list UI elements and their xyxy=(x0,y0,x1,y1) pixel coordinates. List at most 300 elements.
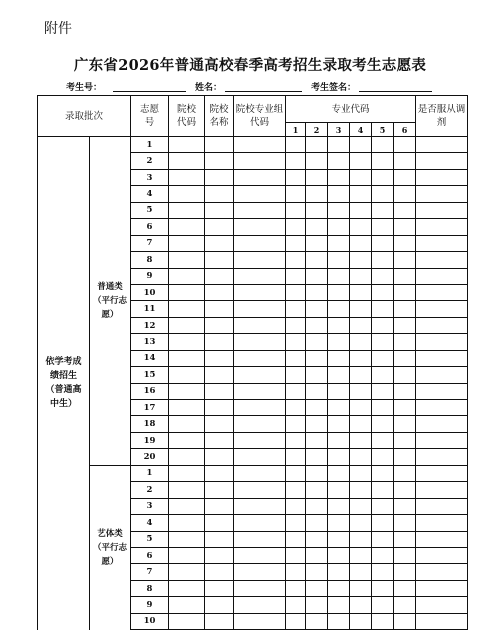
adjust-cell[interactable] xyxy=(416,449,468,465)
major-code-cell[interactable] xyxy=(372,219,394,235)
major-group-code-cell[interactable] xyxy=(234,613,286,629)
adjust-cell[interactable] xyxy=(416,317,468,333)
major-code-cell[interactable] xyxy=(306,531,328,547)
major-code-cell[interactable] xyxy=(394,202,416,218)
school-code-cell[interactable] xyxy=(169,186,205,202)
major-code-cell[interactable] xyxy=(350,317,372,333)
school-name-cell[interactable] xyxy=(205,498,234,514)
major-group-code-cell[interactable] xyxy=(234,334,286,350)
major-group-code-cell[interactable] xyxy=(234,383,286,399)
major-code-cell[interactable] xyxy=(350,400,372,416)
major-code-cell[interactable] xyxy=(394,186,416,202)
major-group-code-cell[interactable] xyxy=(234,284,286,300)
adjust-cell[interactable] xyxy=(416,498,468,514)
major-code-cell[interactable] xyxy=(328,597,350,613)
major-code-cell[interactable] xyxy=(306,613,328,629)
major-code-cell[interactable] xyxy=(350,449,372,465)
major-code-cell[interactable] xyxy=(286,219,306,235)
major-code-cell[interactable] xyxy=(306,482,328,498)
school-code-cell[interactable] xyxy=(169,613,205,629)
major-code-cell[interactable] xyxy=(350,547,372,563)
major-code-cell[interactable] xyxy=(286,449,306,465)
school-name-cell[interactable] xyxy=(205,186,234,202)
major-code-cell[interactable] xyxy=(306,400,328,416)
major-code-cell[interactable] xyxy=(372,432,394,448)
adjust-cell[interactable] xyxy=(416,383,468,399)
exam-number-field[interactable] xyxy=(113,91,186,92)
major-code-cell[interactable] xyxy=(328,153,350,169)
major-code-cell[interactable] xyxy=(306,498,328,514)
major-code-cell[interactable] xyxy=(394,531,416,547)
major-code-cell[interactable] xyxy=(394,301,416,317)
major-code-cell[interactable] xyxy=(328,564,350,580)
major-code-cell[interactable] xyxy=(328,317,350,333)
major-code-cell[interactable] xyxy=(372,367,394,383)
major-code-cell[interactable] xyxy=(286,416,306,432)
school-name-cell[interactable] xyxy=(205,597,234,613)
major-group-code-cell[interactable] xyxy=(234,449,286,465)
major-code-cell[interactable] xyxy=(286,498,306,514)
adjust-cell[interactable] xyxy=(416,268,468,284)
school-code-cell[interactable] xyxy=(169,137,205,153)
school-name-cell[interactable] xyxy=(205,202,234,218)
adjust-cell[interactable] xyxy=(416,432,468,448)
school-code-cell[interactable] xyxy=(169,301,205,317)
major-code-cell[interactable] xyxy=(328,284,350,300)
major-code-cell[interactable] xyxy=(328,547,350,563)
major-code-cell[interactable] xyxy=(372,515,394,531)
school-code-cell[interactable] xyxy=(169,367,205,383)
major-code-cell[interactable] xyxy=(306,186,328,202)
adjust-cell[interactable] xyxy=(416,564,468,580)
major-code-cell[interactable] xyxy=(350,268,372,284)
major-code-cell[interactable] xyxy=(394,580,416,596)
major-code-cell[interactable] xyxy=(306,301,328,317)
major-code-cell[interactable] xyxy=(350,498,372,514)
major-code-cell[interactable] xyxy=(286,597,306,613)
major-code-cell[interactable] xyxy=(394,284,416,300)
major-code-cell[interactable] xyxy=(394,547,416,563)
major-code-cell[interactable] xyxy=(306,219,328,235)
major-code-cell[interactable] xyxy=(394,432,416,448)
major-code-cell[interactable] xyxy=(306,367,328,383)
school-name-cell[interactable] xyxy=(205,432,234,448)
school-name-cell[interactable] xyxy=(205,416,234,432)
major-code-cell[interactable] xyxy=(306,515,328,531)
major-code-cell[interactable] xyxy=(328,235,350,251)
major-group-code-cell[interactable] xyxy=(234,564,286,580)
major-code-cell[interactable] xyxy=(286,515,306,531)
school-name-cell[interactable] xyxy=(205,580,234,596)
major-code-cell[interactable] xyxy=(350,613,372,629)
major-group-code-cell[interactable] xyxy=(234,547,286,563)
major-code-cell[interactable] xyxy=(394,465,416,481)
major-code-cell[interactable] xyxy=(372,334,394,350)
major-code-cell[interactable] xyxy=(328,531,350,547)
school-code-cell[interactable] xyxy=(169,498,205,514)
major-code-cell[interactable] xyxy=(372,301,394,317)
major-code-cell[interactable] xyxy=(372,531,394,547)
school-name-cell[interactable] xyxy=(205,301,234,317)
major-code-cell[interactable] xyxy=(306,597,328,613)
major-code-cell[interactable] xyxy=(372,383,394,399)
school-code-cell[interactable] xyxy=(169,432,205,448)
adjust-cell[interactable] xyxy=(416,334,468,350)
major-code-cell[interactable] xyxy=(286,383,306,399)
major-code-cell[interactable] xyxy=(328,416,350,432)
major-group-code-cell[interactable] xyxy=(234,580,286,596)
major-code-cell[interactable] xyxy=(372,153,394,169)
major-code-cell[interactable] xyxy=(394,482,416,498)
major-code-cell[interactable] xyxy=(286,482,306,498)
major-code-cell[interactable] xyxy=(286,153,306,169)
major-code-cell[interactable] xyxy=(350,383,372,399)
school-name-cell[interactable] xyxy=(205,400,234,416)
school-code-cell[interactable] xyxy=(169,597,205,613)
major-code-cell[interactable] xyxy=(350,235,372,251)
major-code-cell[interactable] xyxy=(350,284,372,300)
adjust-cell[interactable] xyxy=(416,219,468,235)
school-name-cell[interactable] xyxy=(205,564,234,580)
major-code-cell[interactable] xyxy=(328,482,350,498)
major-code-cell[interactable] xyxy=(394,235,416,251)
major-code-cell[interactable] xyxy=(328,367,350,383)
adjust-cell[interactable] xyxy=(416,416,468,432)
major-code-cell[interactable] xyxy=(394,564,416,580)
major-code-cell[interactable] xyxy=(286,432,306,448)
school-name-cell[interactable] xyxy=(205,137,234,153)
major-code-cell[interactable] xyxy=(286,284,306,300)
school-code-cell[interactable] xyxy=(169,169,205,185)
major-code-cell[interactable] xyxy=(306,317,328,333)
major-code-cell[interactable] xyxy=(328,383,350,399)
school-code-cell[interactable] xyxy=(169,252,205,268)
major-code-cell[interactable] xyxy=(372,597,394,613)
school-name-cell[interactable] xyxy=(205,252,234,268)
adjust-cell[interactable] xyxy=(416,301,468,317)
major-code-cell[interactable] xyxy=(328,449,350,465)
major-code-cell[interactable] xyxy=(372,202,394,218)
major-code-cell[interactable] xyxy=(306,564,328,580)
major-code-cell[interactable] xyxy=(286,564,306,580)
school-code-cell[interactable] xyxy=(169,580,205,596)
major-code-cell[interactable] xyxy=(350,416,372,432)
adjust-cell[interactable] xyxy=(416,580,468,596)
major-code-cell[interactable] xyxy=(306,202,328,218)
major-code-cell[interactable] xyxy=(372,169,394,185)
school-name-cell[interactable] xyxy=(205,153,234,169)
school-code-cell[interactable] xyxy=(169,515,205,531)
major-code-cell[interactable] xyxy=(306,153,328,169)
major-group-code-cell[interactable] xyxy=(234,153,286,169)
school-code-cell[interactable] xyxy=(169,449,205,465)
school-code-cell[interactable] xyxy=(169,268,205,284)
major-code-cell[interactable] xyxy=(394,169,416,185)
major-code-cell[interactable] xyxy=(350,334,372,350)
major-code-cell[interactable] xyxy=(394,137,416,153)
major-code-cell[interactable] xyxy=(394,597,416,613)
major-code-cell[interactable] xyxy=(372,137,394,153)
school-code-cell[interactable] xyxy=(169,383,205,399)
major-code-cell[interactable] xyxy=(372,580,394,596)
school-code-cell[interactable] xyxy=(169,400,205,416)
major-code-cell[interactable] xyxy=(306,465,328,481)
school-name-cell[interactable] xyxy=(205,482,234,498)
major-group-code-cell[interactable] xyxy=(234,597,286,613)
school-name-cell[interactable] xyxy=(205,350,234,366)
major-code-cell[interactable] xyxy=(328,515,350,531)
major-code-cell[interactable] xyxy=(306,137,328,153)
major-code-cell[interactable] xyxy=(328,202,350,218)
school-name-cell[interactable] xyxy=(205,613,234,629)
major-code-cell[interactable] xyxy=(306,169,328,185)
major-code-cell[interactable] xyxy=(328,219,350,235)
major-code-cell[interactable] xyxy=(306,432,328,448)
school-code-cell[interactable] xyxy=(169,531,205,547)
major-code-cell[interactable] xyxy=(372,186,394,202)
major-code-cell[interactable] xyxy=(350,367,372,383)
school-name-cell[interactable] xyxy=(205,449,234,465)
adjust-cell[interactable] xyxy=(416,547,468,563)
major-code-cell[interactable] xyxy=(394,317,416,333)
major-group-code-cell[interactable] xyxy=(234,400,286,416)
major-code-cell[interactable] xyxy=(306,350,328,366)
major-code-cell[interactable] xyxy=(350,564,372,580)
major-code-cell[interactable] xyxy=(286,531,306,547)
major-code-cell[interactable] xyxy=(286,613,306,629)
school-code-cell[interactable] xyxy=(169,465,205,481)
major-code-cell[interactable] xyxy=(394,252,416,268)
major-code-cell[interactable] xyxy=(286,186,306,202)
adjust-cell[interactable] xyxy=(416,613,468,629)
school-name-cell[interactable] xyxy=(205,515,234,531)
major-code-cell[interactable] xyxy=(350,137,372,153)
major-code-cell[interactable] xyxy=(350,432,372,448)
major-code-cell[interactable] xyxy=(372,465,394,481)
school-code-cell[interactable] xyxy=(169,284,205,300)
school-code-cell[interactable] xyxy=(169,153,205,169)
major-code-cell[interactable] xyxy=(286,317,306,333)
major-code-cell[interactable] xyxy=(394,334,416,350)
adjust-cell[interactable] xyxy=(416,186,468,202)
major-code-cell[interactable] xyxy=(372,235,394,251)
major-code-cell[interactable] xyxy=(350,482,372,498)
major-code-cell[interactable] xyxy=(286,400,306,416)
major-code-cell[interactable] xyxy=(328,268,350,284)
major-code-cell[interactable] xyxy=(350,465,372,481)
major-code-cell[interactable] xyxy=(350,515,372,531)
major-code-cell[interactable] xyxy=(350,531,372,547)
adjust-cell[interactable] xyxy=(416,515,468,531)
major-code-cell[interactable] xyxy=(328,169,350,185)
major-group-code-cell[interactable] xyxy=(234,186,286,202)
major-code-cell[interactable] xyxy=(328,465,350,481)
major-code-cell[interactable] xyxy=(372,613,394,629)
adjust-cell[interactable] xyxy=(416,202,468,218)
major-code-cell[interactable] xyxy=(394,515,416,531)
major-code-cell[interactable] xyxy=(306,235,328,251)
major-code-cell[interactable] xyxy=(306,334,328,350)
major-code-cell[interactable] xyxy=(394,268,416,284)
school-code-cell[interactable] xyxy=(169,317,205,333)
major-code-cell[interactable] xyxy=(328,137,350,153)
major-code-cell[interactable] xyxy=(328,334,350,350)
major-group-code-cell[interactable] xyxy=(234,202,286,218)
major-group-code-cell[interactable] xyxy=(234,465,286,481)
major-code-cell[interactable] xyxy=(286,252,306,268)
major-code-cell[interactable] xyxy=(350,301,372,317)
school-name-cell[interactable] xyxy=(205,383,234,399)
school-code-cell[interactable] xyxy=(169,350,205,366)
major-code-cell[interactable] xyxy=(394,449,416,465)
adjust-cell[interactable] xyxy=(416,137,468,153)
major-code-cell[interactable] xyxy=(394,153,416,169)
major-group-code-cell[interactable] xyxy=(234,301,286,317)
major-group-code-cell[interactable] xyxy=(234,268,286,284)
major-group-code-cell[interactable] xyxy=(234,350,286,366)
adjust-cell[interactable] xyxy=(416,531,468,547)
major-code-cell[interactable] xyxy=(394,383,416,399)
major-code-cell[interactable] xyxy=(328,613,350,629)
major-code-cell[interactable] xyxy=(350,202,372,218)
major-code-cell[interactable] xyxy=(372,547,394,563)
major-code-cell[interactable] xyxy=(394,416,416,432)
school-name-cell[interactable] xyxy=(205,284,234,300)
school-code-cell[interactable] xyxy=(169,334,205,350)
major-code-cell[interactable] xyxy=(372,400,394,416)
major-code-cell[interactable] xyxy=(328,186,350,202)
major-group-code-cell[interactable] xyxy=(234,515,286,531)
major-group-code-cell[interactable] xyxy=(234,235,286,251)
major-group-code-cell[interactable] xyxy=(234,531,286,547)
major-code-cell[interactable] xyxy=(350,350,372,366)
major-code-cell[interactable] xyxy=(306,580,328,596)
major-code-cell[interactable] xyxy=(286,580,306,596)
major-code-cell[interactable] xyxy=(394,498,416,514)
major-code-cell[interactable] xyxy=(286,367,306,383)
major-code-cell[interactable] xyxy=(372,498,394,514)
adjust-cell[interactable] xyxy=(416,252,468,268)
adjust-cell[interactable] xyxy=(416,597,468,613)
major-code-cell[interactable] xyxy=(286,235,306,251)
adjust-cell[interactable] xyxy=(416,153,468,169)
major-code-cell[interactable] xyxy=(350,186,372,202)
school-name-cell[interactable] xyxy=(205,547,234,563)
major-code-cell[interactable] xyxy=(350,597,372,613)
major-code-cell[interactable] xyxy=(394,367,416,383)
major-group-code-cell[interactable] xyxy=(234,137,286,153)
school-name-cell[interactable] xyxy=(205,169,234,185)
adjust-cell[interactable] xyxy=(416,482,468,498)
school-code-cell[interactable] xyxy=(169,235,205,251)
major-code-cell[interactable] xyxy=(350,169,372,185)
name-field[interactable] xyxy=(225,91,302,92)
major-group-code-cell[interactable] xyxy=(234,219,286,235)
major-code-cell[interactable] xyxy=(286,465,306,481)
major-code-cell[interactable] xyxy=(350,580,372,596)
major-group-code-cell[interactable] xyxy=(234,498,286,514)
school-code-cell[interactable] xyxy=(169,482,205,498)
major-code-cell[interactable] xyxy=(286,202,306,218)
adjust-cell[interactable] xyxy=(416,367,468,383)
major-code-cell[interactable] xyxy=(372,268,394,284)
school-name-cell[interactable] xyxy=(205,235,234,251)
major-code-cell[interactable] xyxy=(372,350,394,366)
major-group-code-cell[interactable] xyxy=(234,482,286,498)
adjust-cell[interactable] xyxy=(416,235,468,251)
major-code-cell[interactable] xyxy=(394,219,416,235)
major-code-cell[interactable] xyxy=(286,334,306,350)
major-code-cell[interactable] xyxy=(372,252,394,268)
major-group-code-cell[interactable] xyxy=(234,432,286,448)
major-code-cell[interactable] xyxy=(328,432,350,448)
school-code-cell[interactable] xyxy=(169,564,205,580)
major-code-cell[interactable] xyxy=(328,301,350,317)
major-code-cell[interactable] xyxy=(372,482,394,498)
major-code-cell[interactable] xyxy=(328,400,350,416)
major-code-cell[interactable] xyxy=(394,400,416,416)
major-code-cell[interactable] xyxy=(286,268,306,284)
adjust-cell[interactable] xyxy=(416,169,468,185)
major-code-cell[interactable] xyxy=(328,580,350,596)
major-code-cell[interactable] xyxy=(286,301,306,317)
major-code-cell[interactable] xyxy=(372,416,394,432)
school-name-cell[interactable] xyxy=(205,268,234,284)
major-code-cell[interactable] xyxy=(306,547,328,563)
major-code-cell[interactable] xyxy=(328,350,350,366)
major-code-cell[interactable] xyxy=(328,498,350,514)
major-code-cell[interactable] xyxy=(394,613,416,629)
major-code-cell[interactable] xyxy=(306,383,328,399)
major-code-cell[interactable] xyxy=(328,252,350,268)
major-code-cell[interactable] xyxy=(286,547,306,563)
major-group-code-cell[interactable] xyxy=(234,367,286,383)
school-code-cell[interactable] xyxy=(169,416,205,432)
school-name-cell[interactable] xyxy=(205,465,234,481)
adjust-cell[interactable] xyxy=(416,465,468,481)
major-code-cell[interactable] xyxy=(394,350,416,366)
school-name-cell[interactable] xyxy=(205,317,234,333)
school-code-cell[interactable] xyxy=(169,202,205,218)
signature-field[interactable] xyxy=(359,91,432,92)
school-name-cell[interactable] xyxy=(205,531,234,547)
school-name-cell[interactable] xyxy=(205,334,234,350)
major-group-code-cell[interactable] xyxy=(234,416,286,432)
major-code-cell[interactable] xyxy=(306,416,328,432)
major-code-cell[interactable] xyxy=(286,350,306,366)
major-code-cell[interactable] xyxy=(286,137,306,153)
school-code-cell[interactable] xyxy=(169,547,205,563)
major-group-code-cell[interactable] xyxy=(234,317,286,333)
major-code-cell[interactable] xyxy=(350,219,372,235)
major-code-cell[interactable] xyxy=(306,284,328,300)
major-code-cell[interactable] xyxy=(306,268,328,284)
school-code-cell[interactable] xyxy=(169,219,205,235)
major-code-cell[interactable] xyxy=(306,252,328,268)
major-code-cell[interactable] xyxy=(306,449,328,465)
major-code-cell[interactable] xyxy=(372,317,394,333)
major-code-cell[interactable] xyxy=(350,252,372,268)
major-code-cell[interactable] xyxy=(372,284,394,300)
major-code-cell[interactable] xyxy=(372,449,394,465)
major-group-code-cell[interactable] xyxy=(234,169,286,185)
major-code-cell[interactable] xyxy=(286,169,306,185)
school-name-cell[interactable] xyxy=(205,219,234,235)
major-code-cell[interactable] xyxy=(350,153,372,169)
major-code-cell[interactable] xyxy=(372,564,394,580)
adjust-cell[interactable] xyxy=(416,400,468,416)
adjust-cell[interactable] xyxy=(416,284,468,300)
